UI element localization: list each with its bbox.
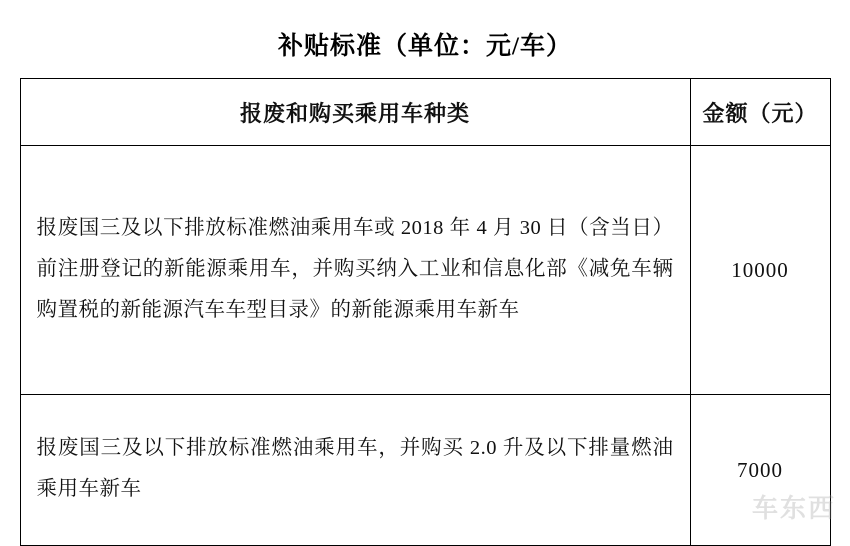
table-row (20, 146, 830, 395)
page-title: 补贴标准（单位：元/车） (278, 33, 572, 60)
watermark-text: 车东西 (751, 493, 836, 523)
column-header-description: 报废和购买乘用车种类 (20, 79, 690, 146)
table-row (20, 395, 830, 546)
row-description: 报废国三及以下排放标准燃油乘用车，并购买 2.0 升及以下排量燃油乘用车新车 (20, 395, 690, 546)
row-description: 报废国三及以下排放标准燃油乘用车或 2018 年 4 月 30 日（含当日）前注册登记的新能源乘用车，并购买纳入工业和信息化部《减免车辆购置税的新能源汽车车型目录》的新能源乘用车新车 (20, 146, 690, 395)
table-header-row (20, 79, 830, 146)
subsidy-standard-table (20, 78, 831, 546)
row-amount: 10000 (690, 146, 830, 395)
row-amount: 7000 (690, 395, 830, 546)
column-header-amount: 金额（元） (690, 79, 830, 146)
